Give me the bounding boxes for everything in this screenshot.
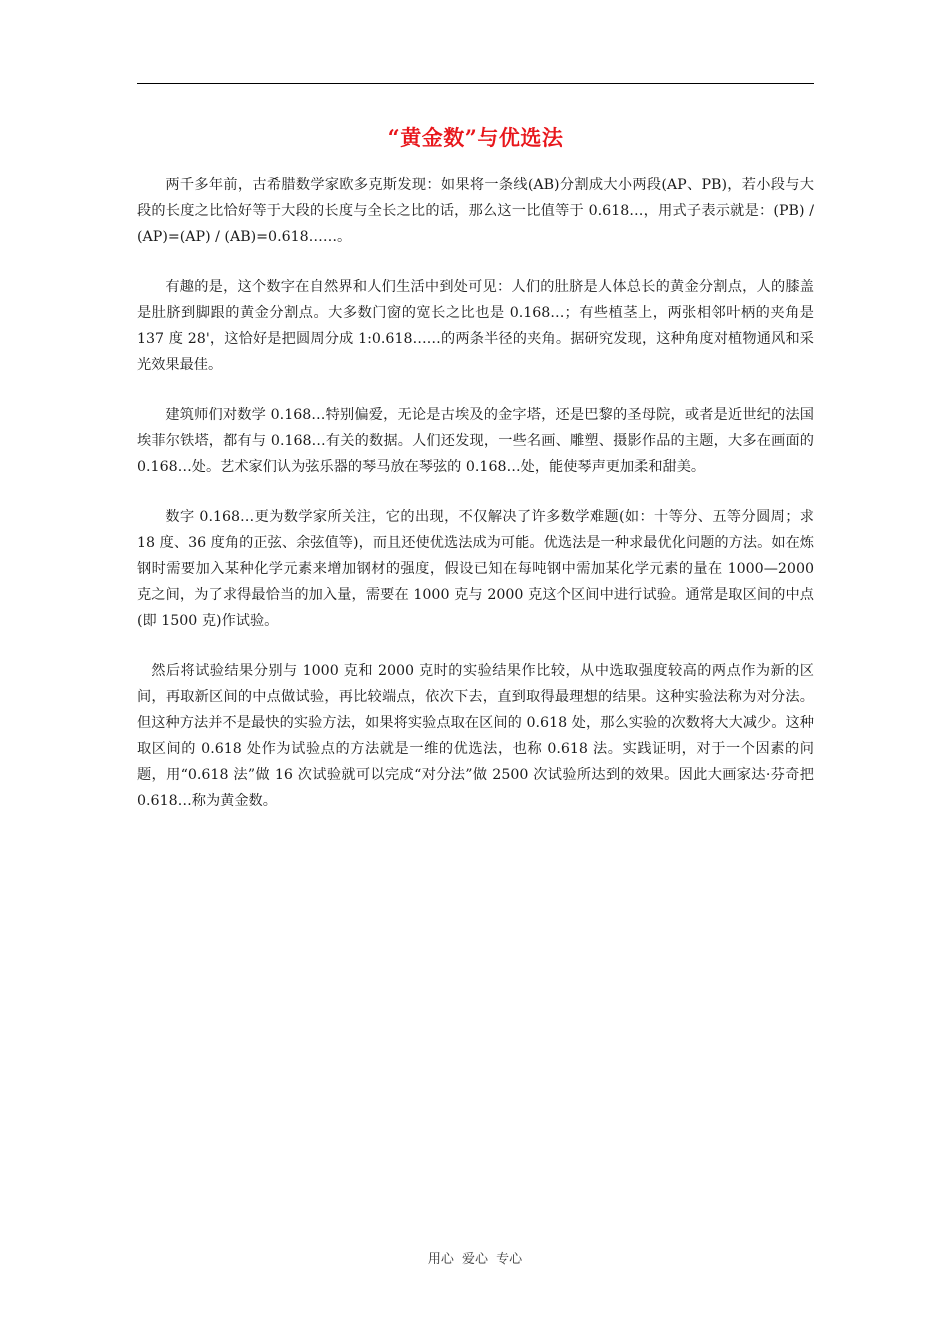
document-title: “黄金数”与优选法 (387, 125, 564, 150)
header-rule (137, 83, 814, 84)
paragraph-5: 然后将试验结果分别与 1000 克和 2000 克时的实验结果作比较，从中选取强度较高的两点作为新的区间，再取新区间的中点做试验，再比较端点，依次下去，直到取得最理想的结果。这种实验法称为对分法。但这种方法并不是最快的实验方法，如果将实验点取在区间的 0.618 处，那么实验的次数将大大减少。这种取区间的 0.618 处作为试验点的方法就是一维的优选法，也称 0.618 法。实践证明，对于一个因素的问题，用“0.618 法”做 16 次试验就可以完成“对分法”做 2500 次试验所达到的效果。因此大画家达·芬奇把 0.618…称为黄金数。 (137, 663, 814, 809)
paragraph-4: 数字 0.168…更为数学家所关注，它的出现，不仅解决了许多数学难题(如：十等分、五等分圆周；求 18 度、36 度角的正弦、余弦值等)，而且还使优选法成为可能。优选法是一种求最优化问题的方法。如在炼钢时需要加入某种化学元素来增加钢材的强度，假设已知在每吨钢中需加某化学元素的量在 1000—2000 克之间，为了求得最恰当的加入量，需要在 1000 克与 2000 克这个区间中进行试验。通常是取区间的中点(即 1500 克)作试验。 (137, 509, 814, 629)
document-body (137, 172, 814, 838)
page-footer: 用心 爱心 专心 (427, 1252, 523, 1267)
paragraph-2: 有趣的是，这个数字在自然界和人们生活中到处可见：人们的肚脐是人体总长的黄金分割点，人的膝盖是肚脐到脚跟的黄金分割点。大多数门窗的宽长之比也是 0.168…；有些植茎上，两张相邻叶柄的夹角是 137 度 28'，这恰好是把圆周分成 1:0.618……的两条半径的夹角。据研究发现，这种角度对植物通风和采光效果最佳。 (137, 279, 814, 373)
paragraph-3: 建筑师们对数学 0.168…特别偏爱，无论是古埃及的金字塔，还是巴黎的圣母院，或者是近世纪的法国埃菲尔铁塔，都有与 0.168…有关的数据。人们还发现，一些名画、雕塑、摄影作品的主题，大多在画面的 0.168…处。艺术家们认为弦乐器的琴马放在琴弦的 0.168…处，能使琴声更加柔和甜美。 (137, 407, 814, 475)
paragraph-1: 两千多年前，古希腊数学家欧多克斯发现：如果将一条线(AB)分割成大小两段(AP、PB)，若小段与大段的长度之比恰好等于大段的长度与全长之比的话，那么这一比值等于 0.618…，用式子表示就是：(PB) / (AP)=(AP) / (AB)=0.618……。 (137, 177, 814, 245)
